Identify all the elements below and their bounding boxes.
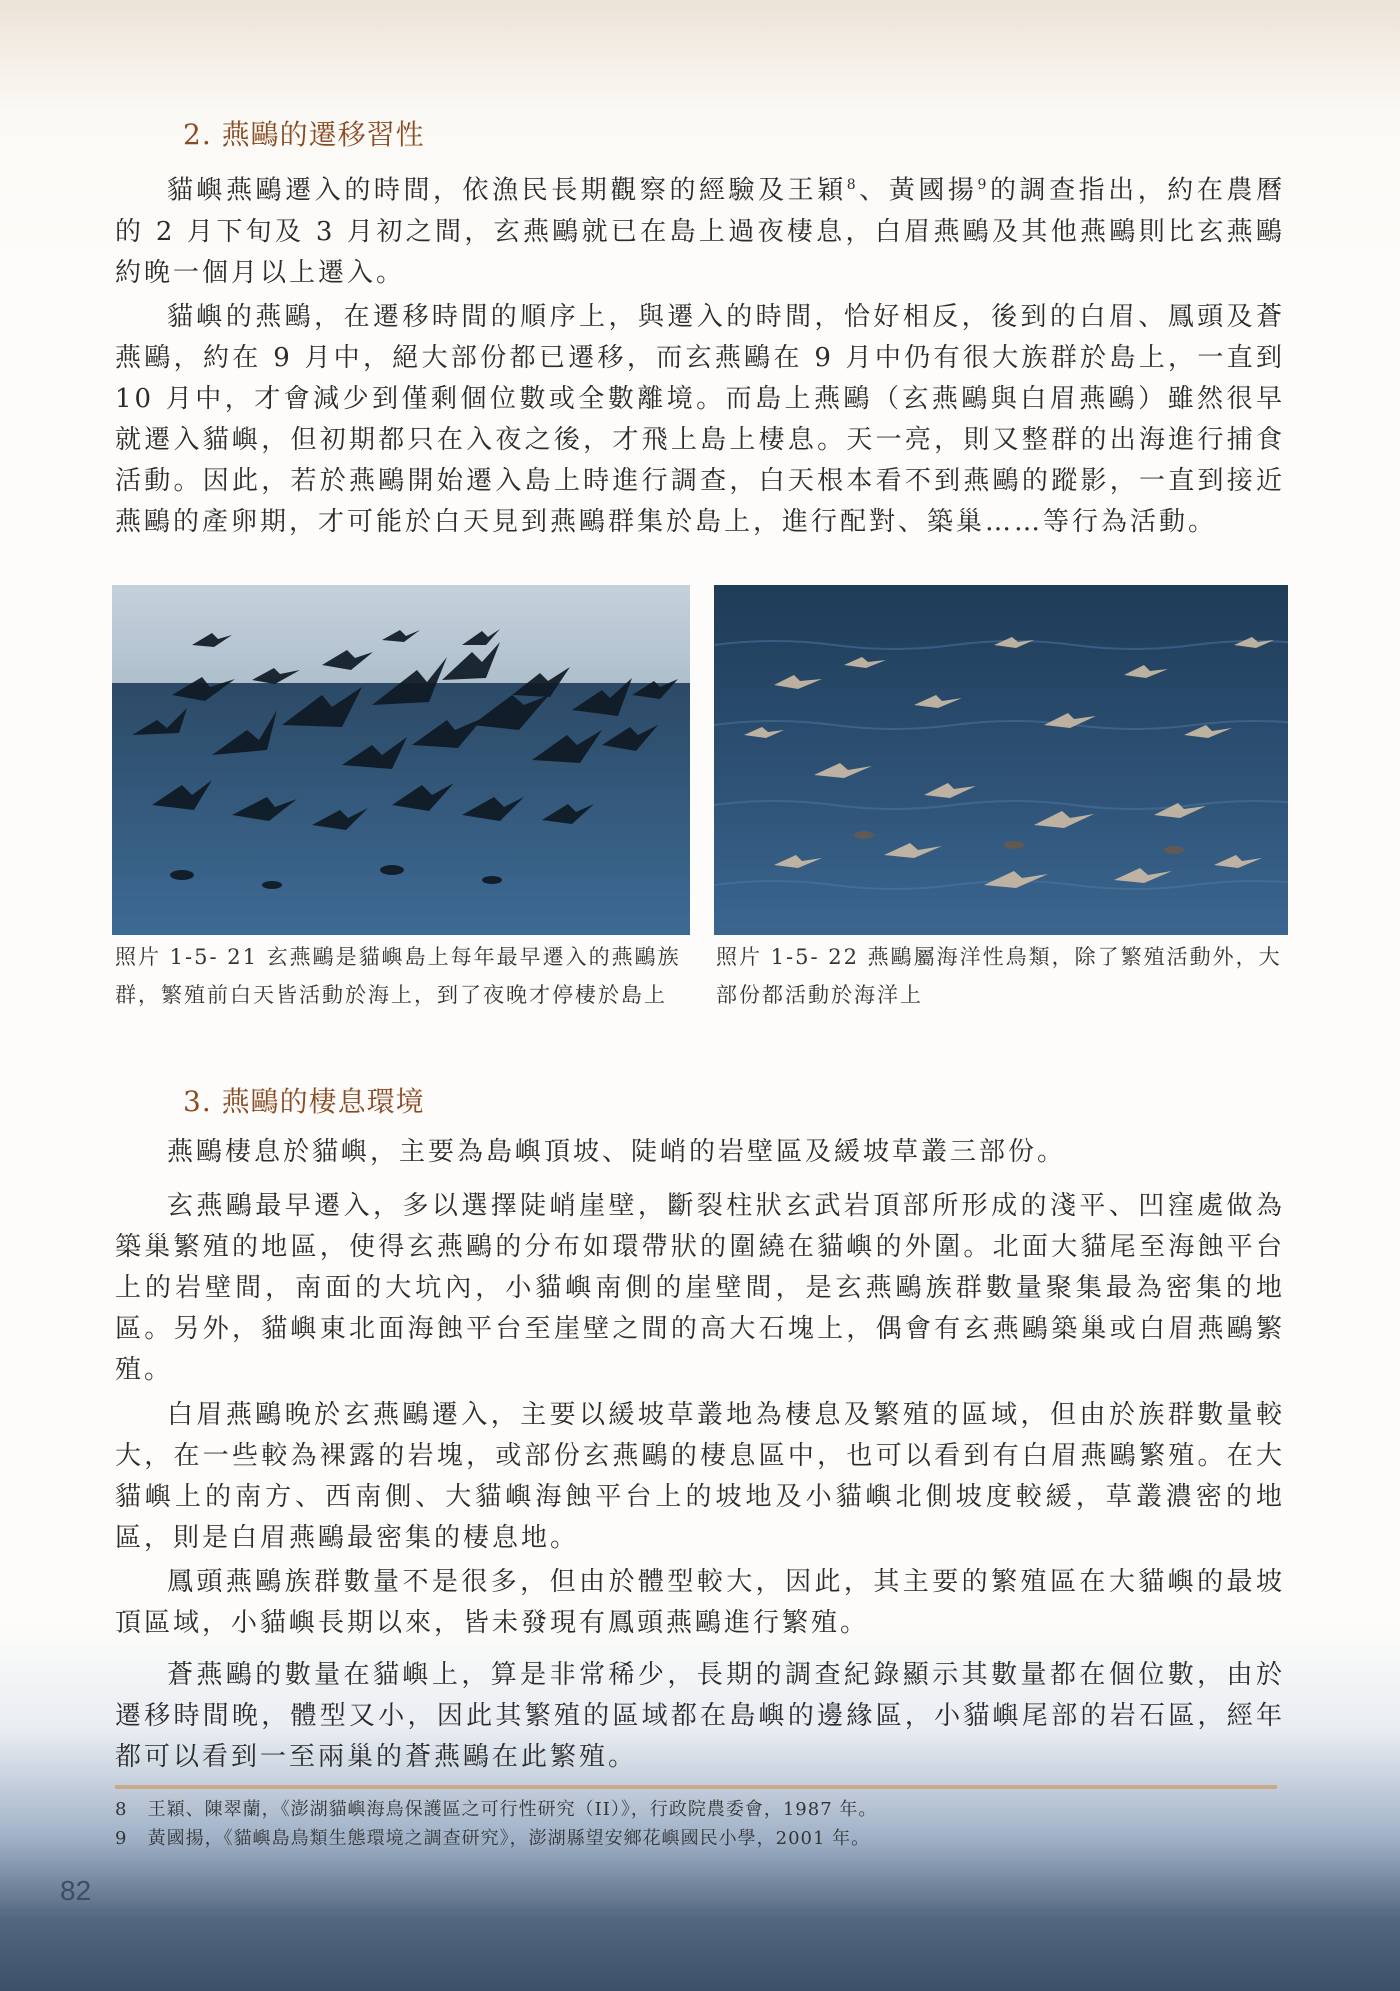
section-3-paragraph-5: 蒼燕鷗的數量在貓嶼上，算是非常稀少，長期的調查紀錄顯示其數量都在個位數，由於遷移時間晚，體型又小，因此其繁殖的區域都在島嶼的邊緣區，小貓嶼尾部的岩石區，經年都可以看到一至兩巢的蒼燕鷗在此繁殖。 [115,1660,1285,1772]
footnote-text: 王穎、陳翠蘭，《澎湖貓嶼海鳥保護區之可行性研究（II）》，行政院農委會，1987 年。 [147,1799,878,1820]
footnote-ref-9[interactable]: 9 [977,177,990,193]
photo-image [112,585,690,935]
footnote-8 [115,1795,877,1821]
footnote-number: 9 [115,1828,128,1849]
section-2-paragraph-1 [115,165,1285,294]
section-2-heading: 2. 燕鷗的遷移習性 [183,118,425,151]
paragraph-text: 的調查指出，約在農曆的 2 月下旬及 3 月初之間，玄燕鷗就已在島上過夜棲息，白眉燕鷗及其他燕鷗則比玄燕鷗約晚一個月以上遷入。 [115,175,1285,288]
photo-image [714,585,1288,935]
footnote-divider [115,1785,1277,1789]
paragraph-text: 、黃國揚 [858,175,978,206]
section-3-paragraph-1: 燕鷗棲息於貓嶼，主要為島嶼頂坡、陡峭的岩壁區及緩坡草叢三部份。 [167,1137,1067,1167]
section-3-paragraph-3: 白眉燕鷗晚於玄燕鷗遷入，主要以緩坡草叢地為棲息及繁殖的區域，但由於族群數量較大，在一些較為裸露的岩塊，或部份玄燕鷗的棲息區中，也可以看到有白眉燕鷗繁殖。在大貓嶼上的南方、西南側、大貓嶼海蝕平台上的坡地及小貓嶼北側坡度較緩，草叢濃密的地區，則是白眉燕鷗最密集的棲息地。 [115,1400,1285,1553]
photo-right-caption: 照片 1-5- 22 燕鷗屬海洋性鳥類，除了繁殖活動外，大部份都活動於海洋上 [716,945,1282,1007]
footnote-9 [115,1824,870,1850]
photo-left-caption: 照片 1-5- 21 玄燕鷗是貓嶼島上每年最早遷入的燕鷗族群，繁殖前白天皆活動於海上，到了夜晚才停棲於島上 [115,945,681,1007]
footnote-ref-8[interactable]: 8 [846,177,859,193]
photo-terns-over-ocean [714,585,1288,935]
footnote-number: 8 [115,1799,128,1820]
page-number: 82 [60,1875,92,1906]
section-2-paragraph-2: 貓嶼的燕鷗，在遷移時間的順序上，與遷入的時間，恰好相反，後到的白眉、鳳頭及蒼燕鷗，約在 9 月中，絕大部份都已遷移，而玄燕鷗在 9 月中仍有很大族群於島上，一直到 10 月中，才會減少到僅剩個位數或全數離境。而島上燕鷗（玄燕鷗與白眉燕鷗）雖然很早就遷入貓嶼，但初期都只在入夜之後，才飛上島上棲息。天一亮，則又整群的出海進行捕食活動。因此，若於燕鷗開始遷入島上時進行調查，白天根本看不到燕鷗的蹤影，一直到接近燕鷗的產卵期，才可能於白天見到燕鷗群集於島上，進行配對、築巢……等行為活動。 [115,302,1285,537]
paragraph-text: 貓嶼燕鷗遷入的時間，依漁民長期觀察的經驗及王穎 [167,175,847,206]
section-3-paragraph-2: 玄燕鷗最早遷入，多以選擇陡峭崖壁，斷裂柱狀玄武岩頂部所形成的淺平、凹窪處做為築巢繁殖的地區，使得玄燕鷗的分布如環帶狀的圍繞在貓嶼的外圍。北面大貓尾至海蝕平台上的岩壁間，南面的大坑內，小貓嶼南側的崖壁間，是玄燕鷗族群數量聚集最為密集的地區。另外，貓嶼東北面海蝕平台至崖壁之間的高大石塊上，偶會有玄燕鷗築巢或白眉燕鷗繁殖。 [115,1191,1285,1385]
footnote-text: 黃國揚，《貓嶼島鳥類生態環境之調查研究》，澎湖縣望安鄉花嶼國民小學，2001 年。 [147,1828,871,1849]
section-3-heading: 3. 燕鷗的棲息環境 [183,1085,425,1118]
photo-black-noddy-flock [112,585,690,935]
section-3-paragraph-4: 鳳頭燕鷗族群數量不是很多，但由於體型較大，因此，其主要的繁殖區在大貓嶼的最坡頂區域，小貓嶼長期以來，皆未發現有鳳頭燕鷗進行繁殖。 [115,1567,1285,1638]
